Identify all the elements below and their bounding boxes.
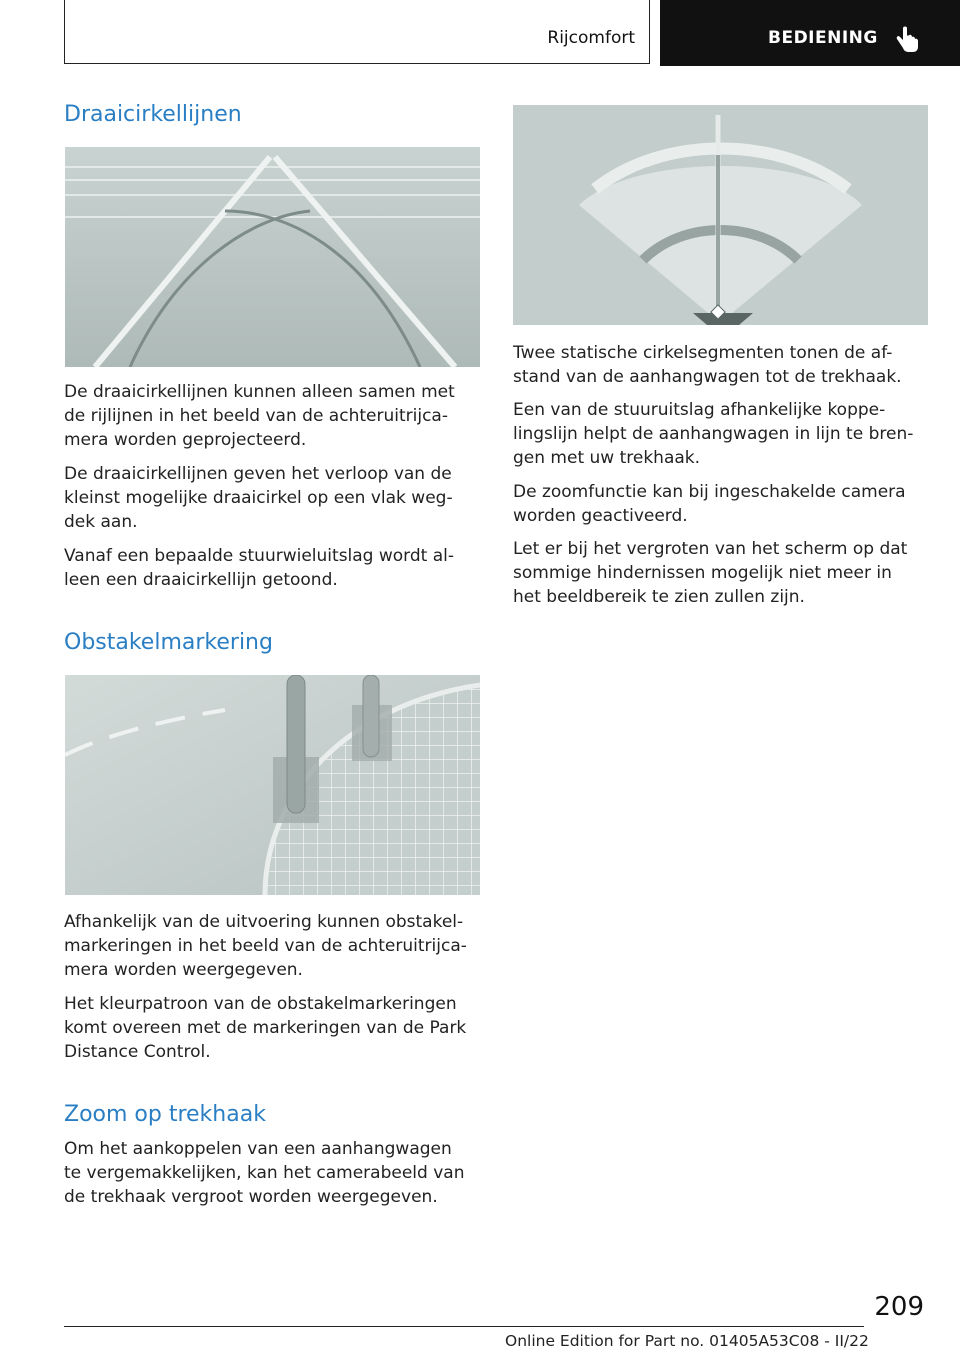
paragraph-right-4: Let er bij het vergroten van het scherm op dat sommige hindernissen mogelijk niet meer in het beeldbereik te zien zullen zijn. bbox=[513, 539, 908, 607]
pointing-hand-icon bbox=[894, 26, 920, 54]
header-section-box bbox=[64, 0, 650, 64]
obstacle-marking-image bbox=[65, 675, 480, 895]
header-chapter-title: BEDIENING bbox=[768, 28, 878, 48]
header-chapter-tab bbox=[660, 0, 960, 66]
trailer-hitch-zoom-image bbox=[513, 105, 928, 325]
paragraph-draai-3: Vanaf een bepaalde stuurwieluitslag wordt al- leen een draaicirkellijn getoond. bbox=[64, 546, 455, 590]
footer-divider bbox=[64, 1326, 864, 1327]
paragraph-draai-1: De draaicirkellijnen kunnen alleen samen met de rijlijnen in het beeld van de achteruitrijca- mera worden geprojecteerd. bbox=[64, 382, 455, 450]
heading-draaicirkellijnen: Draaicirkellijnen bbox=[64, 102, 242, 127]
footer-edition: Online Edition for Part no. 01405A53C08 - II/22 bbox=[505, 1332, 869, 1350]
paragraph-right-1: Twee statische cirkelsegmenten tonen de af- stand van de aanhangwagen tot de trekhaak. bbox=[513, 343, 902, 387]
paragraph-draai-2: De draaicirkellijnen geven het verloop van de kleinst mogelijke draaicirkel op een vlak weg- dek aan. bbox=[64, 464, 453, 532]
paragraph-zoom-1: Om het aankoppelen van een aanhangwagen te vergemakkelijken, kan het camerabeeld van de trekhaak vergroot worden weergegeven. bbox=[64, 1139, 465, 1207]
page-number: 209 bbox=[874, 1292, 924, 1322]
paragraph-right-3: De zoomfunctie kan bij ingeschakelde camera worden geactiveerd. bbox=[513, 482, 906, 526]
paragraph-right-2: Een van de stuuruitslag afhankelijke koppe- lingslijn helpt de aanhangwagen in lijn te bren- gen met uw trekhaak. bbox=[513, 400, 914, 468]
heading-obstakelmarkering: Obstakelmarkering bbox=[64, 630, 273, 655]
paragraph-obstakel-2: Het kleurpatroon van de obstakelmarkeringen komt overeen met de markeringen van de Park Distance Control. bbox=[64, 994, 467, 1062]
header-section-title: Rijcomfort bbox=[547, 28, 635, 48]
paragraph-obstakel-1: Afhankelijk van de uitvoering kunnen obstakel- markeringen in het beeld van de achteruitrijca- mera worden weergegeven. bbox=[64, 912, 467, 980]
heading-zoom-op-trekhaak: Zoom op trekhaak bbox=[64, 1102, 266, 1127]
turning-circle-lines-image bbox=[65, 147, 480, 367]
